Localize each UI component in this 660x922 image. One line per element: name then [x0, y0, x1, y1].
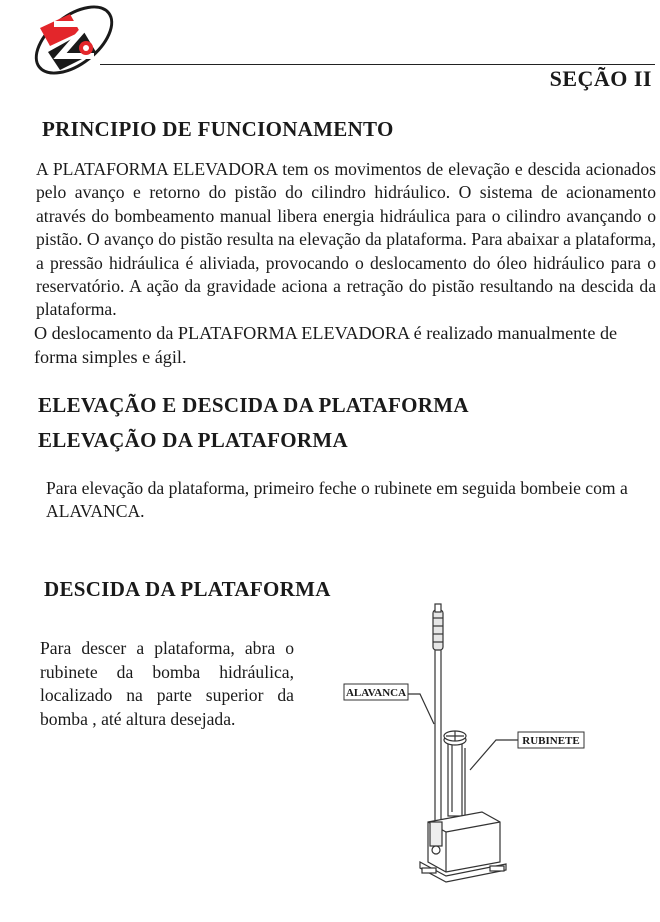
elevacao-descida-title: ELEVAÇÃO E DESCIDA DA PLATAFORMA — [38, 393, 469, 417]
label-rubinete: RUBINETE — [522, 735, 580, 747]
descida-paragraph — [40, 637, 294, 731]
principio-paragraph-1 — [36, 158, 656, 322]
elevacao-paragraph — [46, 477, 660, 523]
principio-paragraph-2-text: O deslocamento da PLATAFORMA ELEVADORA é realizado manualmente de forma simples e ágil. — [34, 323, 618, 367]
principio-paragraph-1-text: A PLATAFORMA ELEVADORA tem os movimentos de elevação e descida acionados pelo avanço e retorno do pistão do cilindro hidráulico. O sistema de acionamento através do bombeamento manual libera energia hidráulica para o cilindro avançando o pistão. O avanço do pistão resulta na elevação da plataforma. Para abaixar a plataforma, a pressão hidráulica é aliviada, provocando o deslocamento do óleo hidráulico para o reservatório. A ação da gravidade aciona a retração do pistão resultando na descida da plataforma. — [36, 159, 656, 320]
descida-paragraph-text: Para descer a plataforma, abra o rubinete da bomba hidráulica, localizado na parte superior da bomba , até altura desejada. — [40, 638, 294, 729]
elevacao-title: ELEVAÇÃO DA PLATAFORMA — [38, 428, 348, 452]
company-logo — [22, 2, 122, 84]
header-rule — [100, 64, 655, 65]
elevacao-paragraph-text: Para elevação da plataforma, primeiro feche o rubinete em seguida bombeie com a ALAVANCA. — [46, 478, 628, 521]
section-label: SEÇÃO II — [549, 66, 652, 91]
principio-title: PRINCIPIO DE FUNCIONAMENTO — [42, 117, 394, 141]
pump-illustration — [330, 600, 630, 900]
descida-title: DESCIDA DA PLATAFORMA — [44, 577, 331, 601]
principio-paragraph-2 — [34, 321, 660, 369]
label-alavanca: ALAVANCA — [345, 687, 407, 699]
